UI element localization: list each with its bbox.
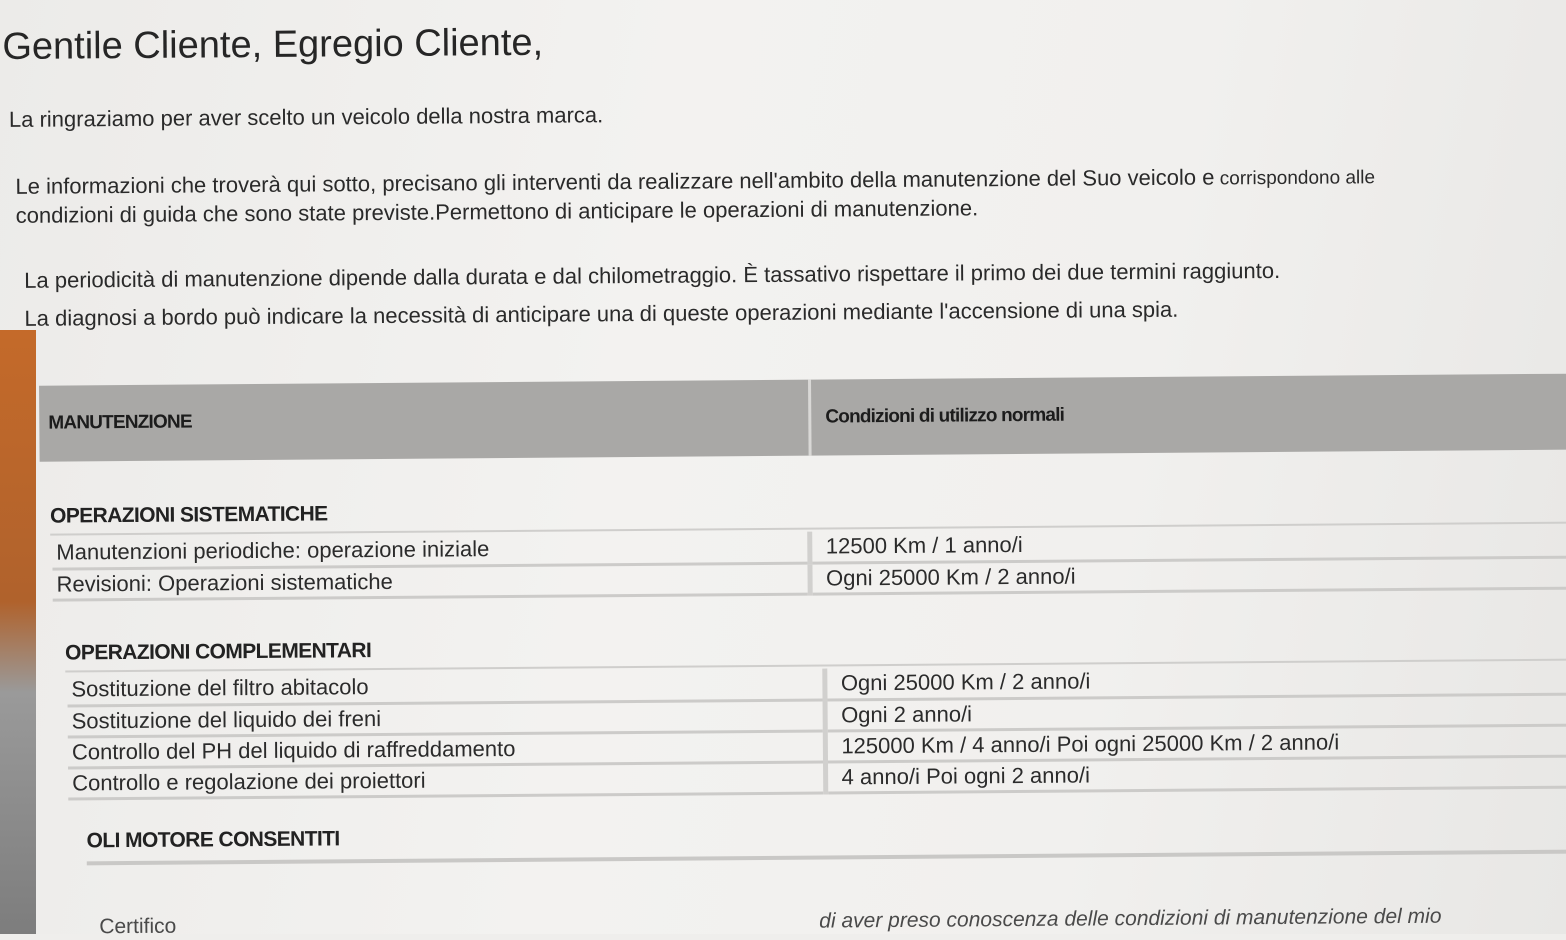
table-header [39,374,1566,462]
info-line-2: condizioni di guida che sono state previste.Permettono di anticipare le operazioni di manutenzione. [15,195,979,228]
interval-cell: Ogni 25000 Km / 2 anno/i [824,662,1566,699]
header-col-conditions: Condizioni di utilizzo normali [825,404,1065,428]
header-col-maintenance: MANUTENZIONE [39,380,812,462]
section-title-engine-oils: OLI MOTORE CONSENTITI [86,827,340,853]
operation-cell: Controllo e regolazione dei proiettori [68,762,825,799]
operation-cell: Controllo del PH del liquido di raffreddamento [68,731,825,768]
section-divider [87,850,1566,866]
intro-paragraph: La ringraziamo per aver scelto un veicolo della nostra marca. [8,102,604,132]
complementary-operations-table [67,662,1566,800]
periodicity-line-1: La periodicità di manutenzione dipende dalla durata e dal chilometraggio. È tassativo rispettare il primo dei due termini raggiunto. [24,257,1281,293]
footer-certify: Certifico [99,914,177,939]
info-line-1-tail: corrispondono alle [1214,167,1376,190]
interval-cell: Ogni 2 anno/i [825,693,1566,730]
systematic-operations-table [52,526,1566,602]
operation-cell: Revisioni: Operazioni sistematiche [52,563,809,600]
interval-cell: Ogni 25000 Km / 2 anno/i [809,557,1566,594]
operation-cell: Sostituzione del liquido dei freni [68,700,825,737]
section-title-systematic: OPERAZIONI SISTEMATICHE [49,502,328,528]
interval-cell: 125000 Km / 4 anno/i Poi ogni 25000 Km / 2 anno/i [825,724,1566,761]
info-line-1-text: Le informazioni che troverà qui sotto, precisano gli interventi da realizzare nell'ambito della manutenzione del Suo veicolo e [15,164,1215,199]
footer-acknowledgement: di aver preso conoscenza delle condizioni di manutenzione del mio [819,904,1442,933]
greeting-heading: Gentile Cliente, Egregio Cliente, [2,21,544,68]
operation-cell: Sostituzione del filtro abitacolo [67,669,824,706]
section-title-complementary: OPERAZIONI COMPLEMENTARI [65,639,372,665]
info-paragraph [15,162,1375,229]
interval-cell: 4 anno/i Poi ogni 2 anno/i [825,755,1566,792]
operation-cell: Manutenzioni periodiche: operazione iniziale [52,532,809,569]
periodicity-line-2: La diagnosi a bordo può indicare la necessità di anticipare una di queste operazioni mediante l'accensione di una spia. [24,296,1179,331]
interval-cell: 12500 Km / 1 anno/i [809,526,1566,563]
periodicity-paragraph [24,252,1281,338]
